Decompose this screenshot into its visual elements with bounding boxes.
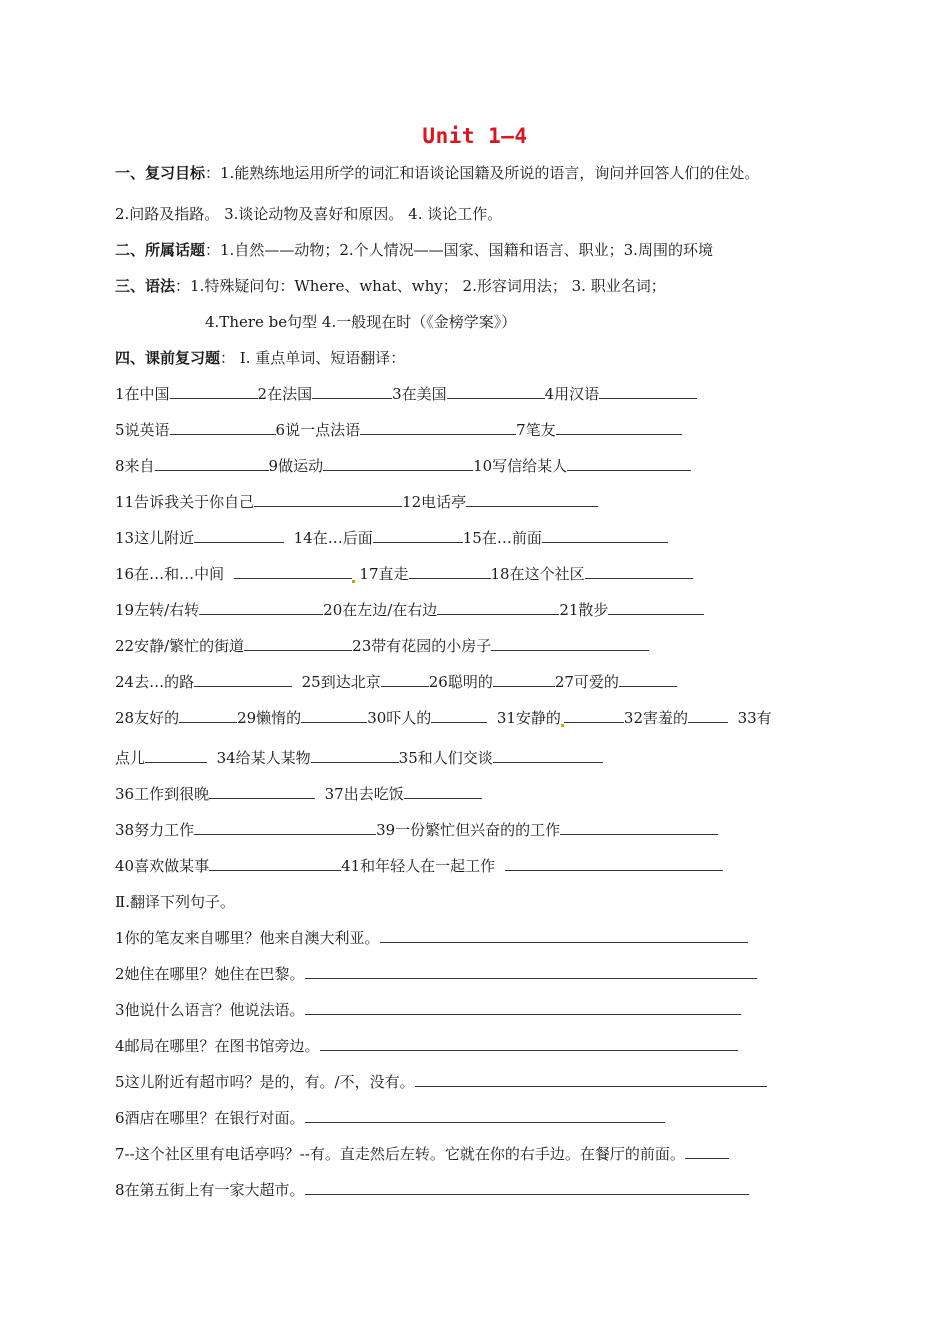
- answer-blank[interactable]: [312, 385, 392, 399]
- answer-blank[interactable]: [209, 785, 315, 799]
- vocab-item: 16在…和…中间: [115, 565, 225, 583]
- vocab-item: 5说英语: [115, 421, 170, 439]
- topics-line: [115, 241, 713, 259]
- answer-blank[interactable]: [254, 493, 402, 507]
- vocab-item: 24去…的路: [115, 673, 195, 691]
- sentence-row-1: [115, 929, 748, 947]
- vocab-row-12: [115, 785, 482, 803]
- vocab-item: 11告诉我关于你自己: [115, 493, 255, 511]
- vocab-item: 13这儿附近: [115, 529, 195, 547]
- page-title: Unit 1—4: [422, 124, 528, 148]
- answer-blank[interactable]: [599, 385, 697, 399]
- sentence-row-6: [115, 1109, 665, 1127]
- objectives-line-2: 2.问路及指路。 3.谈论动物及喜好和原因。 4. 谈论工作。: [115, 205, 503, 223]
- objectives-label: 一、复习目标: [115, 164, 206, 182]
- answer-blank[interactable]: [145, 749, 207, 763]
- vocab-item: 3在美国: [392, 385, 447, 403]
- answer-blank[interactable]: [305, 1181, 749, 1195]
- answer-blank[interactable]: [542, 529, 668, 543]
- vocab-item: 2在法国: [257, 385, 313, 403]
- answer-blank[interactable]: [491, 637, 649, 651]
- vocab-item: 10写信给某人: [473, 457, 568, 475]
- vocab-item: 19左转/右转: [115, 601, 200, 619]
- mark-dot: [561, 724, 564, 727]
- answer-blank[interactable]: [305, 965, 757, 979]
- vocab-item: 41和年轻人在一起工作: [341, 857, 496, 875]
- sentence-text: 6酒店在哪里？在银行对面。: [115, 1109, 305, 1127]
- answer-blank[interactable]: [305, 1001, 741, 1015]
- answer-blank[interactable]: [301, 709, 367, 723]
- answer-blank[interactable]: [381, 673, 429, 687]
- review-text: ： I. 重点单词、短语翻译：: [220, 349, 406, 367]
- vocab-item: 18在这个社区: [490, 565, 585, 583]
- mark-dot: [352, 580, 355, 583]
- vocab-row-9: [115, 673, 677, 691]
- vocab-row-4: [115, 493, 598, 511]
- vocab-item: 22安静/繁忙的街道: [115, 637, 245, 655]
- grammar-line-2: 4.There be句型 4.一般现在时（《金榜学案》）: [205, 313, 517, 331]
- answer-blank[interactable]: [244, 637, 352, 651]
- vocab-item: 40喜欢做某事: [115, 857, 210, 875]
- vocab-item: 20在左边/在右边: [323, 601, 438, 619]
- answer-blank[interactable]: [305, 1109, 665, 1123]
- answer-blank[interactable]: [360, 421, 516, 435]
- answer-blank[interactable]: [311, 749, 399, 763]
- answer-blank[interactable]: [431, 709, 487, 723]
- sentence-row-4: [115, 1037, 738, 1055]
- answer-blank[interactable]: [179, 709, 237, 723]
- answer-blank[interactable]: [685, 1145, 729, 1159]
- vocab-row-8: [115, 637, 649, 655]
- review-line: [115, 349, 405, 367]
- sentence-text: 5这儿附近有超市吗？是的，有。/不，没有。: [115, 1073, 415, 1091]
- section2-heading: Ⅱ.翻译下列句子。: [115, 893, 235, 911]
- grammar-text: ：1.特殊疑问句：Where、what、why； 2.形容词用法； 3. 职业名词；: [175, 277, 666, 295]
- vocab-item: 34给某人某物: [216, 749, 311, 767]
- sentence-row-3: [115, 1001, 741, 1019]
- answer-blank[interactable]: [234, 565, 352, 579]
- vocab-item: 35和人们交谈: [398, 749, 493, 767]
- answer-blank[interactable]: [373, 529, 463, 543]
- sentence-row-7: [115, 1145, 729, 1163]
- vocab-row-6: [115, 565, 693, 583]
- objectives-text: ：1.能熟练地运用所学的词汇和语谈论国籍及所说的语言，询问并回答人们的住处。: [205, 164, 760, 182]
- answer-blank[interactable]: [608, 601, 704, 615]
- vocab-item: 15在…前面: [462, 529, 542, 547]
- vocab-item: 7笔友: [516, 421, 556, 439]
- answer-blank[interactable]: [170, 385, 258, 399]
- answer-blank[interactable]: [320, 1037, 738, 1051]
- vocab-row-3: [115, 457, 691, 475]
- answer-blank[interactable]: [155, 457, 269, 471]
- vocab-row-7: [115, 601, 704, 619]
- vocab-item: 12电话亭: [402, 493, 467, 511]
- answer-blank[interactable]: [194, 529, 284, 543]
- vocab-item: 33有: [737, 709, 772, 727]
- sentence-text: 4邮局在哪里？在图书馆旁边。: [115, 1037, 320, 1055]
- sentence-row-8: [115, 1181, 749, 1199]
- vocab-item: 4用汉语: [544, 385, 600, 403]
- vocab-row-11: [115, 749, 603, 767]
- vocab-item: 29懒惰的: [237, 709, 302, 727]
- vocab-item: 38努力工作: [115, 821, 195, 839]
- vocab-row-13: [115, 821, 718, 839]
- sentence-text: 3他说什么语言？他说法语。: [115, 1001, 305, 1019]
- vocab-item: 28友好的: [115, 709, 180, 727]
- vocab-row-5: [115, 529, 668, 547]
- vocab-row-1: [115, 385, 697, 403]
- vocab-item: 37出去吃饭: [324, 785, 404, 803]
- sentence-text: 1你的笔友来自哪里？他来自澳大利亚。: [115, 929, 380, 947]
- answer-blank[interactable]: [170, 421, 276, 435]
- answer-blank[interactable]: [194, 821, 376, 835]
- vocab-item: 14在…后面: [293, 529, 373, 547]
- objectives-line-1: [115, 164, 759, 182]
- answer-blank[interactable]: [585, 565, 693, 579]
- answer-blank[interactable]: [199, 601, 323, 615]
- grammar-line-1: [115, 277, 666, 295]
- sentence-row-2: [115, 965, 757, 983]
- sentence-text: 8在第五街上有一家大超市。: [115, 1181, 305, 1199]
- answer-blank[interactable]: [437, 601, 559, 615]
- topics-text: ：1.自然——动物；2.个人情况——国家、国籍和语言、职业；3.周围的环境: [205, 241, 713, 259]
- answer-blank[interactable]: [409, 565, 491, 579]
- vocab-item: 36工作到很晚: [115, 785, 210, 803]
- answer-blank[interactable]: [380, 929, 748, 943]
- vocab-row-14: [115, 857, 723, 875]
- review-label: 四、课前复习题: [115, 349, 221, 367]
- vocab-item: 6说一点法语: [275, 421, 361, 439]
- vocab-item: 1在中国: [115, 385, 170, 403]
- vocab-item: 30吓人的: [367, 709, 432, 727]
- answer-blank[interactable]: [567, 457, 691, 471]
- vocab-item: 9做运动: [268, 457, 324, 475]
- vocab-item: 17直走: [359, 565, 409, 583]
- answer-blank[interactable]: [209, 857, 341, 871]
- vocab-item: 27可爱的: [554, 673, 619, 691]
- answer-blank[interactable]: [447, 385, 545, 399]
- vocab-item: 39一份繁忙但兴奋的的工作: [376, 821, 561, 839]
- answer-blank[interactable]: [564, 709, 624, 723]
- vocab-item: 8来自: [115, 457, 155, 475]
- answer-blank[interactable]: [323, 457, 473, 471]
- sentence-row-5: [115, 1073, 767, 1091]
- sentence-text: 7--这个社区里有电话亭吗？--有。直走然后左转。它就在你的右手边。在餐厅的前面。: [115, 1145, 685, 1163]
- answer-blank[interactable]: [194, 673, 292, 687]
- answer-blank[interactable]: [560, 821, 718, 835]
- vocab-item: 32害羞的: [623, 709, 689, 727]
- answer-blank[interactable]: [619, 673, 677, 687]
- answer-blank[interactable]: [505, 857, 723, 871]
- vocab-item: 21散步: [559, 601, 609, 619]
- answer-blank[interactable]: [466, 493, 598, 507]
- grammar-label: 三、语法: [115, 277, 176, 295]
- answer-blank[interactable]: [404, 785, 482, 799]
- topics-label: 二、所属话题: [115, 241, 206, 259]
- answer-blank[interactable]: [415, 1073, 767, 1087]
- vocab-item: 25到达北京: [301, 673, 381, 691]
- answer-blank[interactable]: [688, 709, 728, 723]
- vocab-item: 点儿: [115, 749, 146, 767]
- vocab-row-10: [115, 709, 772, 727]
- sentence-text: 2她住在哪里？她住在巴黎。: [115, 965, 305, 983]
- answer-blank[interactable]: [493, 673, 555, 687]
- vocab-row-2: [115, 421, 682, 439]
- answer-blank[interactable]: [493, 749, 603, 763]
- vocab-item: 23带有花园的小房子: [352, 637, 492, 655]
- answer-blank[interactable]: [556, 421, 682, 435]
- vocab-item: 26聪明的: [428, 673, 493, 691]
- vocab-item: 31安静的: [496, 709, 561, 727]
